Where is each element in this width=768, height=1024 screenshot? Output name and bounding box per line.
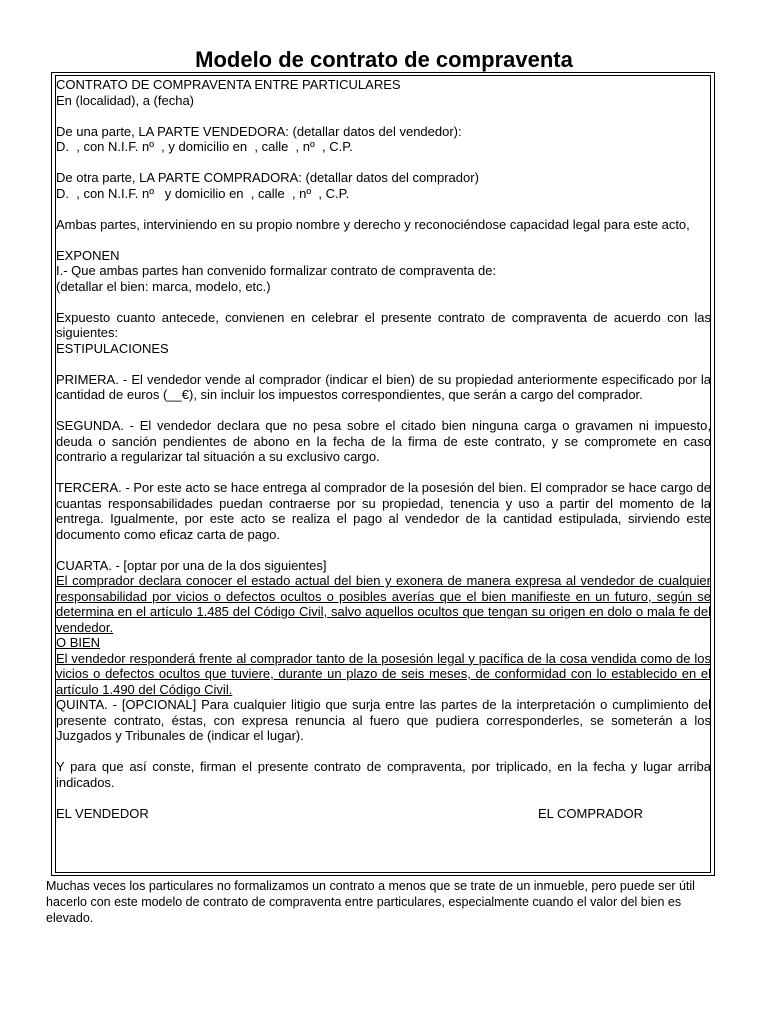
place-date: En (localidad), a (fecha) [56,92,195,108]
clause-segunda: SEGUNDA. - El vendedor declara que no pesa sobre el citado bien ninguna carga o gravamen ni impuesto, deuda o sanción pendientes de abono en la fecha de la firma de este contrato, y se compromete en caso contrario a regularizar tal situación a su exclusivo cargo. [56,418,711,464]
closing-paragraph: Y para que así conste, firman el presente contrato de compraventa, por triplicado, en la fecha y lugar arriba indicados. [56,759,711,790]
clause-cuarta-intro: CUARTA. - [optar por una de la dos siguientes] [56,557,327,573]
expuesto-paragraph: Expuesto cuanto antecede, convienen en celebrar el presente contrato de compraventa de acuerdo con las siguientes: [56,309,711,340]
clause-cuarta-option-1: El comprador declara conocer el estado actual del bien y exonera de manera expresa al vendedor de cualquier responsabilidad por vicios o defectos ocultos o posibles averías que el bien manifieste en un futuro, según se determina en el artículo 1.485 del Código Civil, salvo aquellos ocultos que tengan su origen en dolo o mala fe del vendedor. [56,573,711,635]
seller-intro: De una parte, LA PARTE VENDEDORA: (detallar datos del vendedor): [56,123,462,139]
exponen-heading: EXPONEN [56,247,120,263]
signature-buyer: EL COMPRADOR [538,805,643,821]
clause-cuarta-option-2: El vendedor responderá frente al comprador tanto de la posesión legal y pacífica de la cosa vendida como de los vicios o defectos ocultos que tuviere, durante un plazo de seis meses, de conformidad con lo establecido en el artículo 1.490 del Código Civil. [56,650,711,697]
signature-row [56,806,711,822]
clause-cuarta-or: O BIEN [56,635,101,650]
clause-primera: PRIMERA. - El vendedor vende al comprador (indicar el bien) de su propiedad anteriormente especificado por la cantidad de euros (__€), sin incluir los impuestos correspondientes, que serán a cargo del comprador. [56,371,711,402]
seller-details: D. , con N.I.F. nº , y domicilio en , calle , nº , C.P. [56,139,353,154]
page-title: Modelo de contrato de compraventa [195,47,573,72]
buyer-intro: De otra parte, LA PARTE COMPRADORA: (detallar datos del comprador) [56,170,479,185]
clause-tercera: TERCERA. - Por este acto se hace entrega al comprador de la posesión del bien. El comprador se hace cargo de cuantas responsabilidades puedan contraerse por su propiedad, tenencia y uso a partir del momento de la entrega. Igualmente, por este acto se realiza el pago al vendedor de la cantidad estipulada, sirviendo este documento como eficaz carta de pago. [56,480,711,542]
footer-note: Muchas veces los particulares no formalizamos un contrato a menos que se trate de un inmueble, pero puede ser útil hacerlo con este modelo de contrato de compraventa entre particulares, especialmente cuando el valor del bien es elevado. [46,879,695,925]
buyer-details: D. , con N.I.F. nº y domicilio en , calle , nº , C.P. [56,185,350,201]
both-parties-statement: Ambas partes, interviniendo en su propio nombre y derecho y reconociéndose capacidad legal para este acto, [56,216,690,232]
contract-heading: CONTRATO DE COMPRAVENTA ENTRE PARTICULARES [56,77,401,92]
signature-seller: EL VENDEDOR [56,805,149,821]
estipulaciones-heading: ESTIPULACIONES [56,340,169,356]
contract-body [56,77,711,821]
exponen-item: I.- Que ambas partes han convenido formalizar contrato de compraventa de: [56,263,497,278]
clause-quinta: QUINTA. - [OPCIONAL] Para cualquier litigio que surja entre las partes de la interpretación o cumplimiento del presente contrato, éstas, con expresa renuncia al fuero que pudiera corresponderles, se someterán a los Juzgados y Tribunales de (indicar el lugar). [56,697,711,743]
exponen-detail: (detallar el bien: marca, modelo, etc.) [56,278,271,294]
